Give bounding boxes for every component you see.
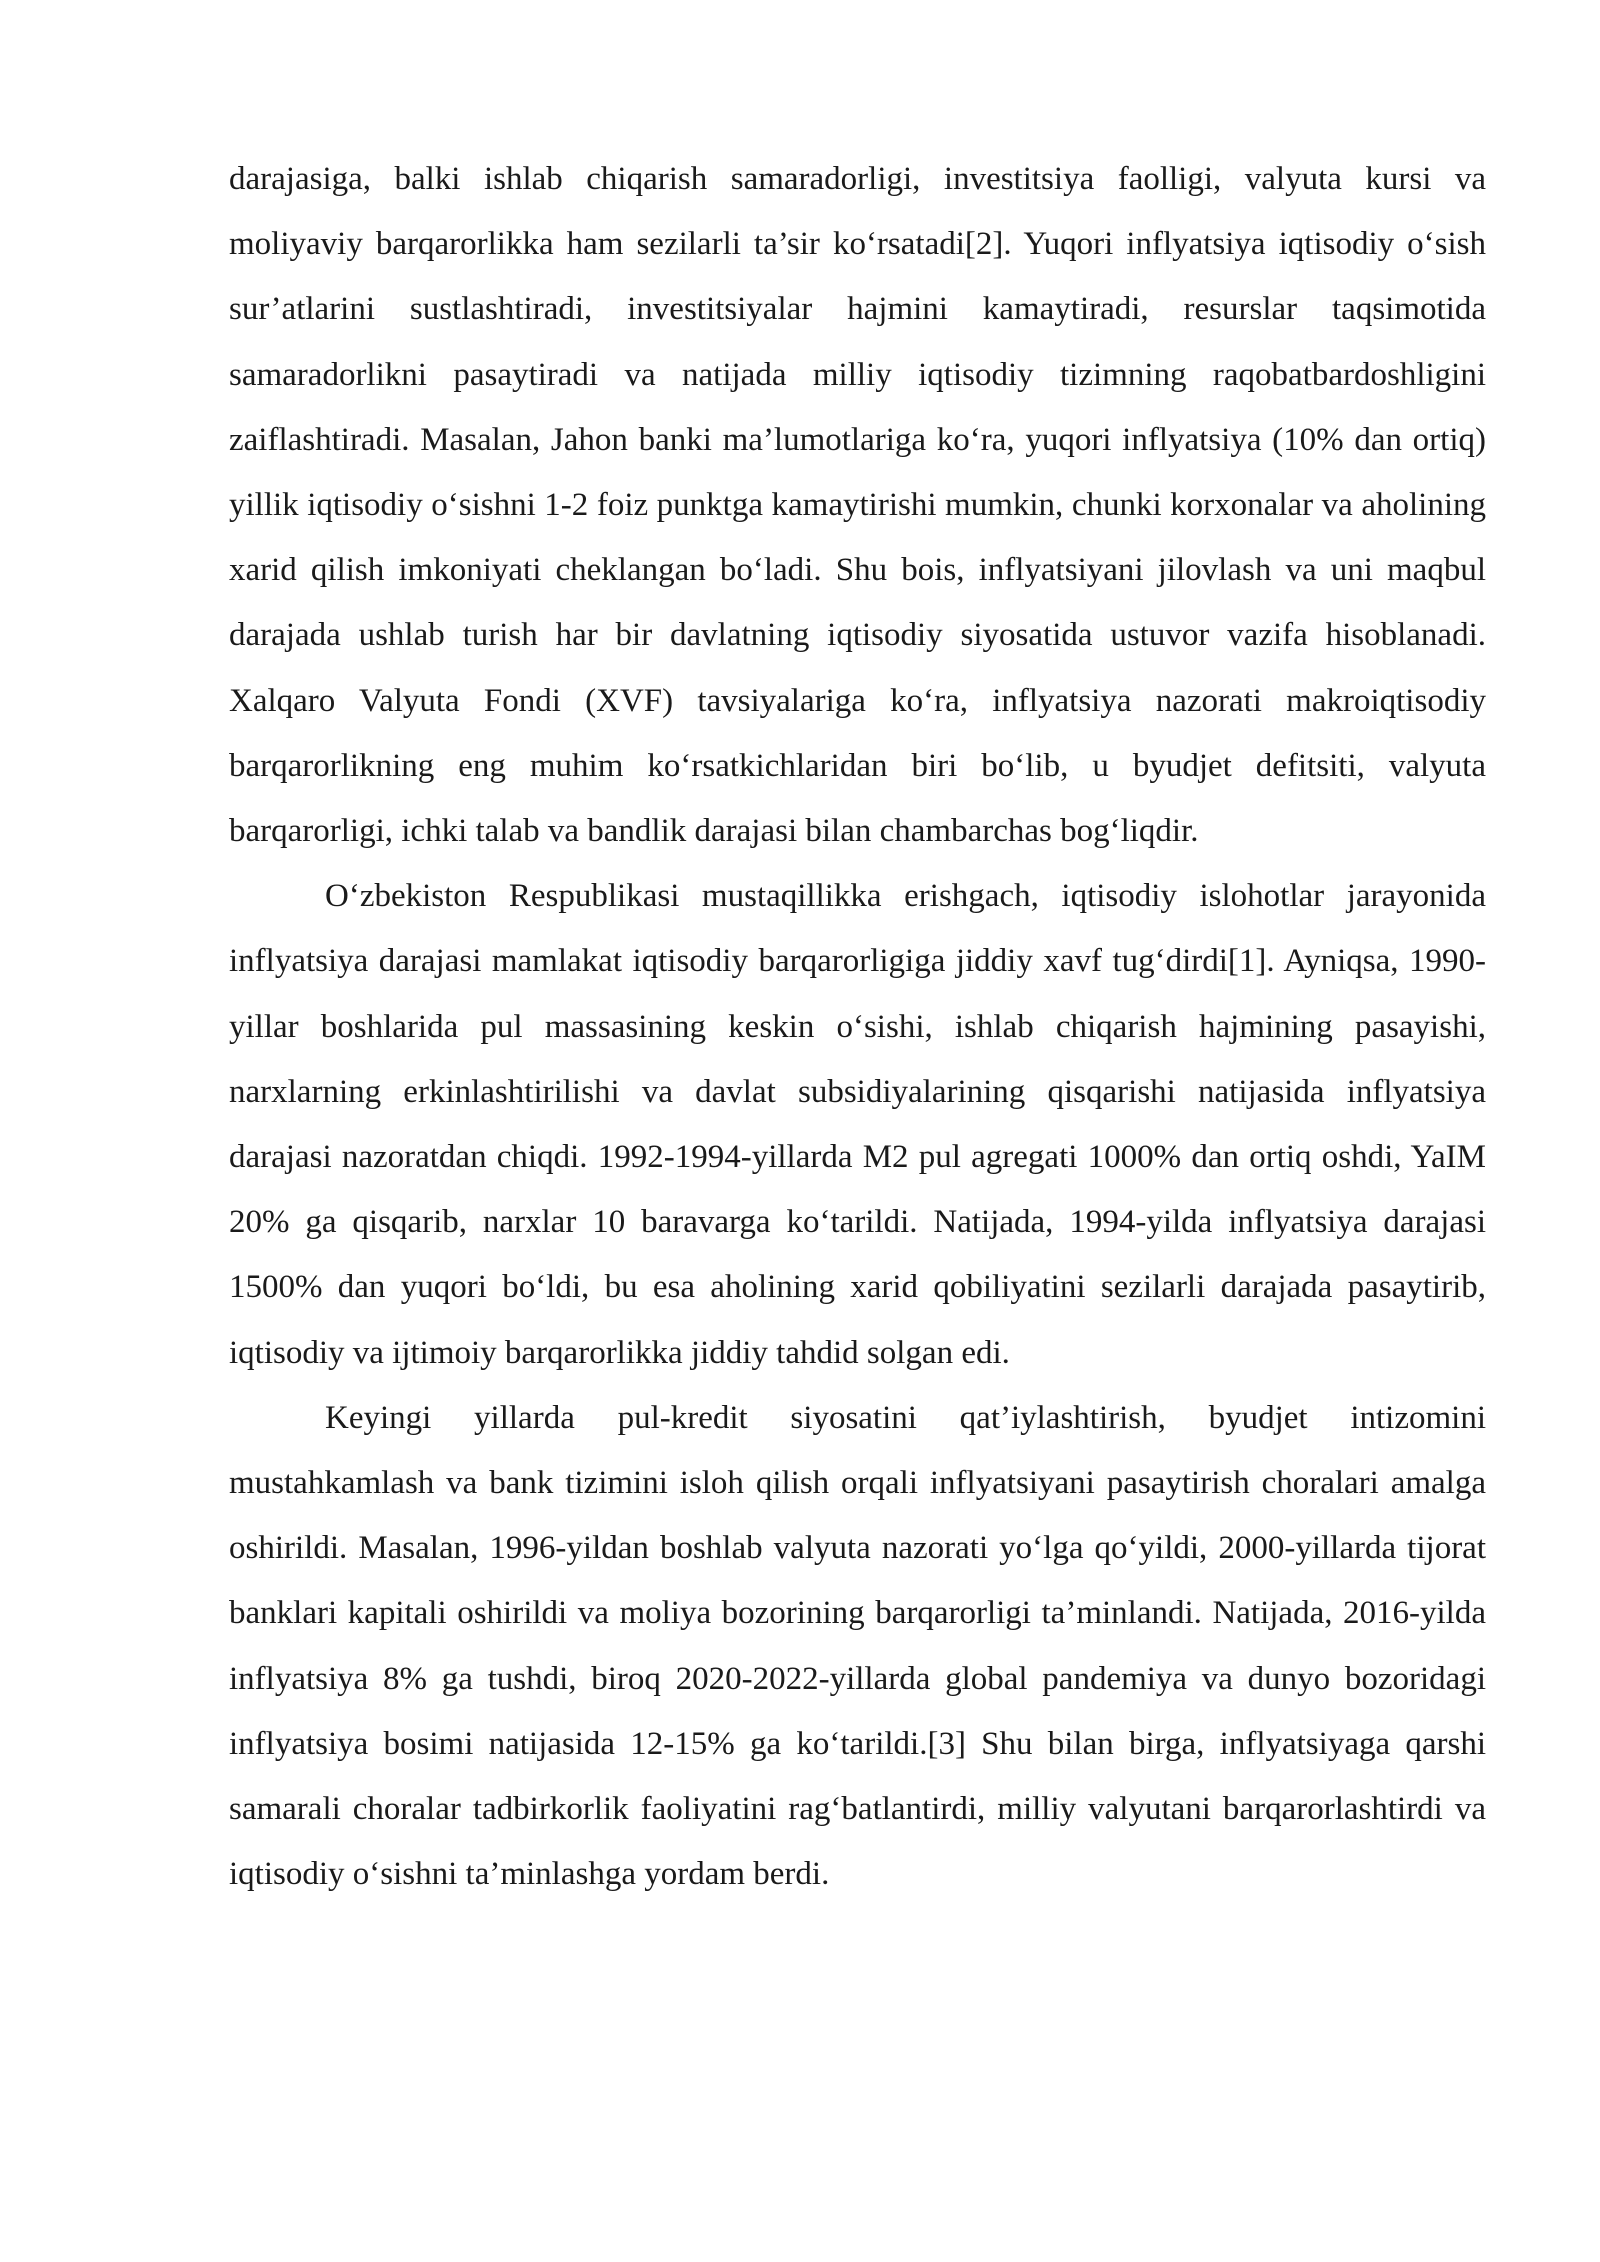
paragraph-monetary-policy: Keyingi yillarda pul-kredit siyosatini qat’iylashtirish, byudjet intizomini mustahkamlash va bank tizimini isloh qilish orqali inflyatsiyani pasaytirish choralari amalga oshirildi. Masalan, 1996-yildan boshlab valyuta nazorati yo‘lga qo‘yildi, 2000-yillarda tijorat banklari kapitali oshirildi va moliya bozorining barqarorligi ta’minlandi. Natijada, 2016-yilda inflyatsiya 8% ga tushdi, biroq 2020-2022-yillarda global pandemiya va dunyo bozoridagi inflyatsiya bosimi natijasida 12-15% ga ko‘tarildi.[3] Shu bilan birga, inflyatsiyaga qarshi samarali choralar tadbirkorlik faoliyatini rag‘batlantirdi, milliy valyutani barqarorlashtirdi va iqtisodiy o‘sishni ta’minlashga yordam berdi.	[229, 1399, 1486, 1893]
paragraph-independence: O‘zbekiston Respublikasi mustaqillikka erishgach, iqtisodiy islohotlar jarayonida inflyatsiya darajasi mamlakat iqtisodiy barqarorligiga jiddiy xavf tug‘dirdi[1]. Ayniqsa, 1990-yillar boshlarida pul massasining keskin o‘sishi, ishlab chiqarish hajmining pasayishi, narxlarning erkinlashtirilishi va davlat subsidiyalarining qisqarishi natijasida inflyatsiya darajasi nazoratdan chiqdi. 1992-1994-yillarda M2 pul agregati 1000% dan ortiq oshdi, YaIM 20% ga qisqarib, narxlar 10 baravarga ko‘tarildi. Natijada, 1994-yilda inflyatsiya darajasi 1500% dan yuqori bo‘ldi, bu esa aholining xarid qobiliyatini sezilarli darajada pasaytirib, iqtisodiy va ijtimoiy barqarorlikka jiddiy tahdid solgan edi.	[229, 878, 1486, 1371]
paragraph-continuation: darajasiga, balki ishlab chiqarish samaradorligi, investitsiya faolligi, valyuta kursi va moliyaviy barqarorlikka ham sezilarli ta’sir ko‘rsatadi[2]. Yuqori inflyatsiya iqtisodiy o‘sish sur’atlarini sustlashtiradi, investitsiyalar hajmini kamaytiradi, resurslar taqsimotida samaradorlikni pasaytiradi va natijada milliy iqtisodiy tizimning raqobatbardoshligini zaiflashtiradi. Masalan, Jahon banki ma’lumotlariga ko‘ra, yuqori inflyatsiya (10% dan ortiq) yillik iqtisodiy o‘sishni 1-2 foiz punktga kamaytirishi mumkin, chunki korxonalar va aholining xarid qilish imkoniyati cheklangan bo‘ladi. Shu bois, inflyatsiyani jilovlash va uni maqbul darajada ushlab turish har bir davlatning iqtisodiy siyosatida ustuvor vazifa hisoblanadi. Xalqaro Valyuta Fondi (XVF) tavsiyalariga ko‘ra, inflyatsiya nazorati makroiqtisodiy barqarorlikning eng muhim ko‘rsatkichlaridan biri bo‘lib, u byudjet defitsiti, valyuta barqarorligi, ichki talab va bandlik darajasi bilan chambarchas bog‘liqdir.	[229, 161, 1486, 850]
body-text	[229, 147, 1486, 1907]
